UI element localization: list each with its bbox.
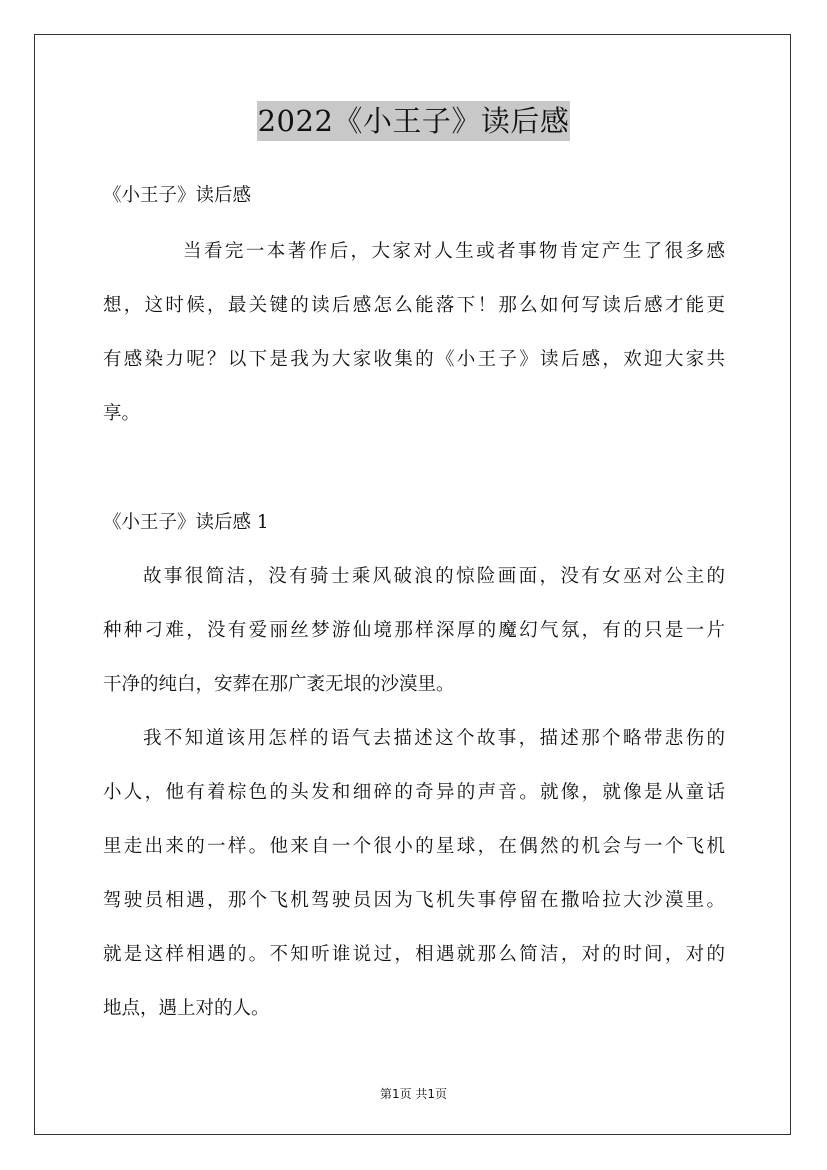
paragraph-line: 干净的纯白，安葬在那广袤无垠的沙漠里。 [103, 674, 455, 695]
paragraph-line: 里走出来的一样。他来自一个很小的星球，在偶然的机会与一个飞机 [103, 836, 725, 857]
paragraph-line: 小人，他有着棕色的头发和细碎的奇异的声音。就像，就像是从童话 [103, 782, 725, 803]
section-heading: 《小王子》读后感 1 [103, 512, 269, 533]
paragraph-line: 种种刁难，没有爱丽丝梦游仙境那样深厚的魔幻气氛，有的只是一片 [103, 620, 725, 641]
paragraph-line: 驾驶员相遇，那个飞机驾驶员因为飞机失事停留在撒哈拉大沙漠里。 [103, 890, 725, 911]
page-footer: 第1页 共1页 [379, 1087, 448, 1101]
intro-line: 有感染力呢？以下是我为大家收集的《小王子》读后感，欢迎大家共 [103, 349, 725, 370]
title-container [0, 101, 827, 141]
intro-line: 想，这时候，最关键的读后感怎么能落下！那么如何写读后感才能更 [103, 295, 725, 316]
paragraph-line: 我不知道该用怎样的语气去描述这个故事，描述那个略带悲伤的 [143, 728, 725, 749]
intro-line: 享。 [103, 403, 141, 424]
paragraph-line: 就是这样相遇的。不知听谁说过，相遇就那么简洁，对的时间，对的 [103, 944, 725, 965]
paragraph-line: 故事很简洁，没有骑士乘风破浪的惊险画面，没有女巫对公主的 [143, 566, 725, 587]
intro-line: 当看完一本著作后，大家对人生或者事物肯定产生了很多感 [183, 241, 725, 262]
subtitle: 《小王子》读后感 [103, 185, 252, 206]
document-title: 2022《小王子》读后感 [257, 101, 571, 141]
paragraph-line: 地点，遇上对的人。 [103, 998, 270, 1019]
